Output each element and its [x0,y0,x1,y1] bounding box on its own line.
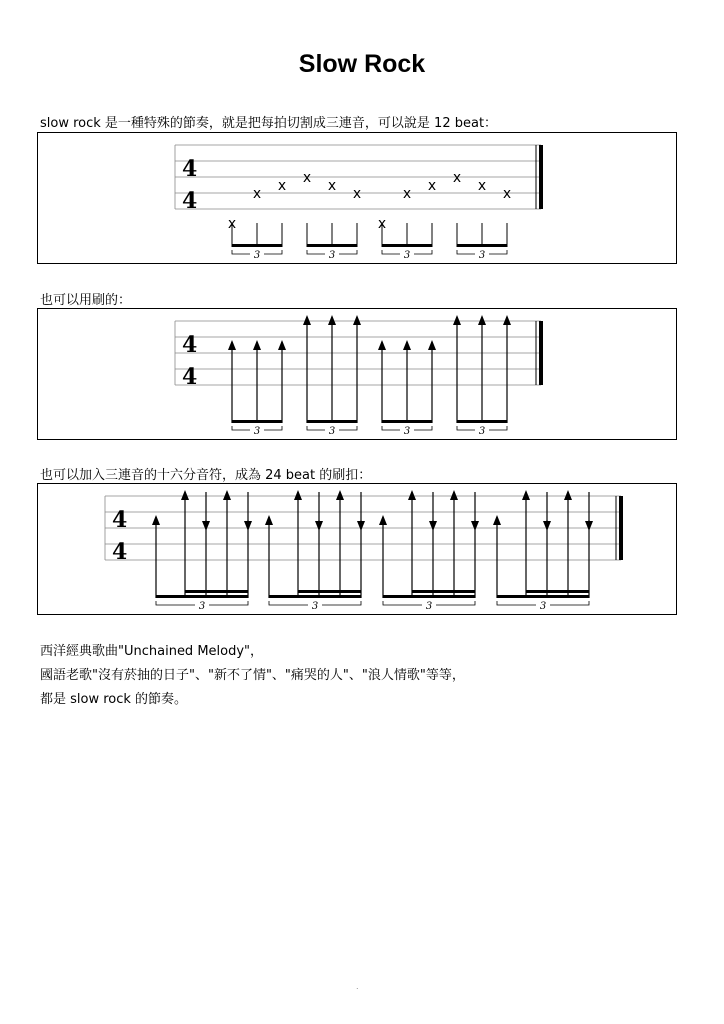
barline-thick [539,321,543,385]
up-stroke-arrow [278,340,286,350]
tuplet-number: 3 [253,426,261,437]
beam-secondary [526,590,589,593]
time-signature-bottom: 4 [112,539,128,565]
beam-primary [382,244,432,247]
up-stroke-arrow [453,315,461,325]
up-stroke-arrow [328,315,336,325]
time-signature-top: 4 [182,156,198,182]
up-stroke-arrow [303,315,311,325]
time-signature-top: 4 [182,332,198,358]
tuplet-number: 3 [198,601,206,612]
beam-primary [156,595,248,598]
notation-12beat [38,133,678,265]
x-note-head: x [327,178,337,194]
x-note-head: x [252,186,262,202]
up-stroke-arrow [564,490,572,500]
beam-primary [232,244,282,247]
example-strum-box [37,308,677,440]
up-stroke-arrow [450,490,458,500]
closing-line-2: 國語老歌"沒有菸抽的日子"、"新不了情"、"痛哭的人"、"浪人情歌"等等， [40,668,465,683]
beam-secondary [298,590,361,593]
up-stroke-arrow [378,340,386,350]
x-note-head: x [277,178,287,194]
x-note-head: x [402,186,412,202]
beam-primary [307,420,357,423]
up-stroke-arrow [522,490,530,500]
x-note-head: x [452,170,462,186]
barline-thick [539,145,543,209]
up-stroke-arrow [403,340,411,350]
beam-secondary [412,590,475,593]
up-stroke-arrow [253,340,261,350]
tuplet-number: 3 [403,250,411,261]
24beat-text: 也可以加入三連音的十六分音符，成為 24 beat 的刷扣： [40,468,372,483]
up-stroke-arrow [503,315,511,325]
tuplet-number: 3 [328,426,336,437]
intro-text: slow rock 是一種特殊的節奏，就是把每拍切割成三連音，可以說是 12 beat： [40,116,498,131]
up-stroke-arrow [353,315,361,325]
tuplet-number: 3 [311,601,319,612]
beam-primary [232,420,282,423]
notation-strum [38,309,678,441]
up-stroke-arrow [294,490,302,500]
tuplet-number: 3 [253,250,261,261]
beam-primary [307,244,357,247]
strum-text: 也可以用刷的： [40,293,132,308]
beam-primary [457,420,507,423]
up-stroke-arrow [478,315,486,325]
x-note-head: x [302,170,312,186]
page-title: Slow Rock [298,50,426,78]
closing-line-1: 西洋經典歌曲"Unchained Melody"， [40,644,264,659]
x-note-head: x [377,216,387,232]
example-24beat-box [37,483,677,615]
up-stroke-arrow [379,515,387,525]
up-stroke-arrow [428,340,436,350]
time-signature-top: 4 [112,507,128,533]
x-note-head: x [352,186,362,202]
example-12beat-box [37,132,677,264]
time-signature-bottom: 4 [182,364,198,390]
up-stroke-arrow [408,490,416,500]
tuplet-number: 3 [328,250,336,261]
up-stroke-arrow [336,490,344,500]
up-stroke-arrow [493,515,501,525]
beam-primary [383,595,475,598]
beam-primary [382,420,432,423]
tuplet-number: 3 [403,426,411,437]
x-note-head: x [427,178,437,194]
up-stroke-arrow [152,515,160,525]
x-note-head: x [502,186,512,202]
x-note-head: x [477,178,487,194]
beam-secondary [185,590,248,593]
up-stroke-arrow [228,340,236,350]
x-note-head: x [227,216,237,232]
tuplet-number: 3 [425,601,433,612]
time-signature-bottom: 4 [182,188,198,214]
barline-thick [619,496,623,560]
tuplet-number: 3 [478,426,486,437]
tuplet-number: 3 [478,250,486,261]
beam-primary [457,244,507,247]
beam-primary [269,595,361,598]
tuplet-number: 3 [539,601,547,612]
up-stroke-arrow [223,490,231,500]
up-stroke-arrow [181,490,189,500]
notation-24beat [38,484,678,616]
closing-line-3: 都是 slow rock 的節奏。 [40,692,188,707]
beam-primary [497,595,589,598]
up-stroke-arrow [265,515,273,525]
footer-mark: . [356,982,359,991]
